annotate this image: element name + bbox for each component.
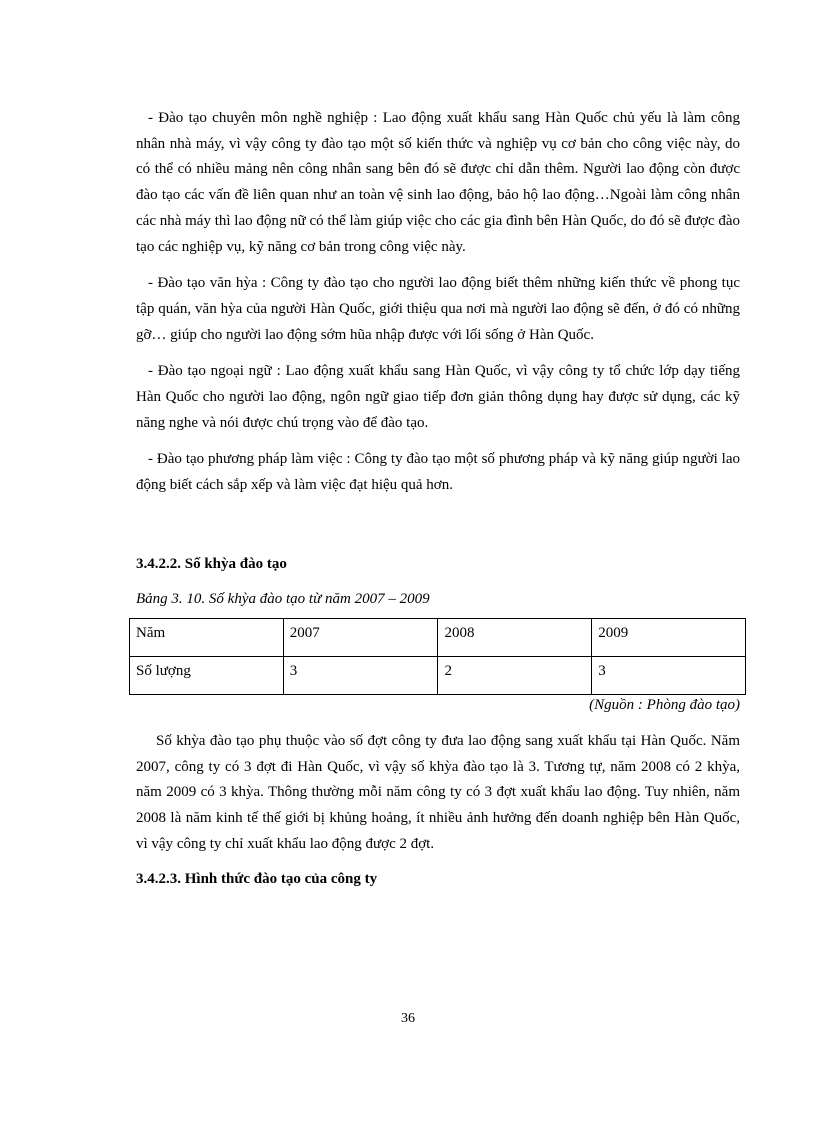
table-cell: 3 <box>283 656 438 694</box>
section-spacer <box>136 509 740 553</box>
paragraph-course-explanation: Số khỳa đào tạo phụ thuộc vào số đợt công ty đưa lao động sang xuất khẩu tại Hàn Quốc. Năm 2007, công ty có 3 đợt đi Hàn Quốc, vì vậy số khỳa đào tạo là 3. Tương tự, năm 2008 có 2 khỳa, năm 2009 có 3 khỳa. Thông thường mỗi năm công ty có 3 đợt xuất khẩu lao động. Tuy nhiên, năm 2008 là năm kinh tế thế giới bị khủng hoảng, ít nhiều ảnh hưởng đến doanh nghiệp bên Hàn Quốc, vì vậy công ty chỉ xuất khẩu lao động được 2 đợt. <box>136 732 740 852</box>
table-cell: Năm <box>130 618 284 656</box>
table-cell: Số lượng <box>130 656 284 694</box>
paragraph-culture-training: - Đào tạo văn hỳa : Công ty đào tạo cho người lao động biết thêm những kiến thức về phong tục tập quán, văn hỳa của người Hàn Quốc, giới thiệu qua nơi mà người lao động sẽ đến, ở đó có những gỡ… giúp cho người lao động sớm hũa nhập được với lối sống ở Hàn Quốc. <box>136 275 740 343</box>
paragraph-language-training: - Đào tạo ngoại ngữ : Lao động xuất khẩu sang Hàn Quốc, vì vậy công ty tổ chức lớp dạy tiếng Hàn Quốc cho người lao động, ngôn ngữ giao tiếp đơn giản thông dụng hay được sử dụng, các kỹ năng nghe và nói được chú trọng vào để đào tạo. <box>136 363 740 431</box>
table-row <box>130 618 746 656</box>
page-number: 36 <box>401 1011 415 1026</box>
table-cell: 3 <box>592 656 746 694</box>
document-page <box>136 106 740 890</box>
section-heading: 3.4.2.2. Số khỳa đào tạo <box>136 555 287 572</box>
table-row <box>130 656 746 694</box>
table-cell: 2 <box>438 656 592 694</box>
table-cell: 2009 <box>592 618 746 656</box>
table-source: (Nguồn : Phòng đào tạo) <box>589 696 740 713</box>
table-cell: 2007 <box>283 618 438 656</box>
table-cell: 2008 <box>438 618 592 656</box>
table-caption: Bảng 3. 10. Số khỳa đào tạo từ năm 2007 – 2009 <box>136 590 430 607</box>
paragraph-professional-training: - Đào tạo chuyên môn nghề nghiệp : Lao động xuất khẩu sang Hàn Quốc chủ yếu là làm công nhân nhà máy, vì vậy công ty đào tạo một số kiến thức và nghiệp vụ cơ bản cho công việc này, do có thể có nhiều mảng nên công nhân sang bên đó sẽ được chỉ dẫn thêm. Người lao động còn được đào tạo các vấn đề liên quan như an toàn vệ sinh lao động, bảo hộ lao động…Ngoài làm công nhân các nhà máy thì lao động nữ có thể làm giúp việc cho các gia đình bên Hàn Quốc, do đó sẽ được đào tạo các nghiệp vụ, kỹ năng cơ bản trong công việc này. <box>136 110 741 255</box>
paragraph-method-training: - Đào tạo phương pháp làm việc : Công ty đào tạo một số phương pháp và kỹ năng giúp người lao động biết cách sắp xếp và làm việc đạt hiệu quả hơn. <box>136 451 740 494</box>
courses-table <box>129 618 746 695</box>
next-section-heading: 3.4.2.3. Hình thức đào tạo của công ty <box>136 871 378 888</box>
